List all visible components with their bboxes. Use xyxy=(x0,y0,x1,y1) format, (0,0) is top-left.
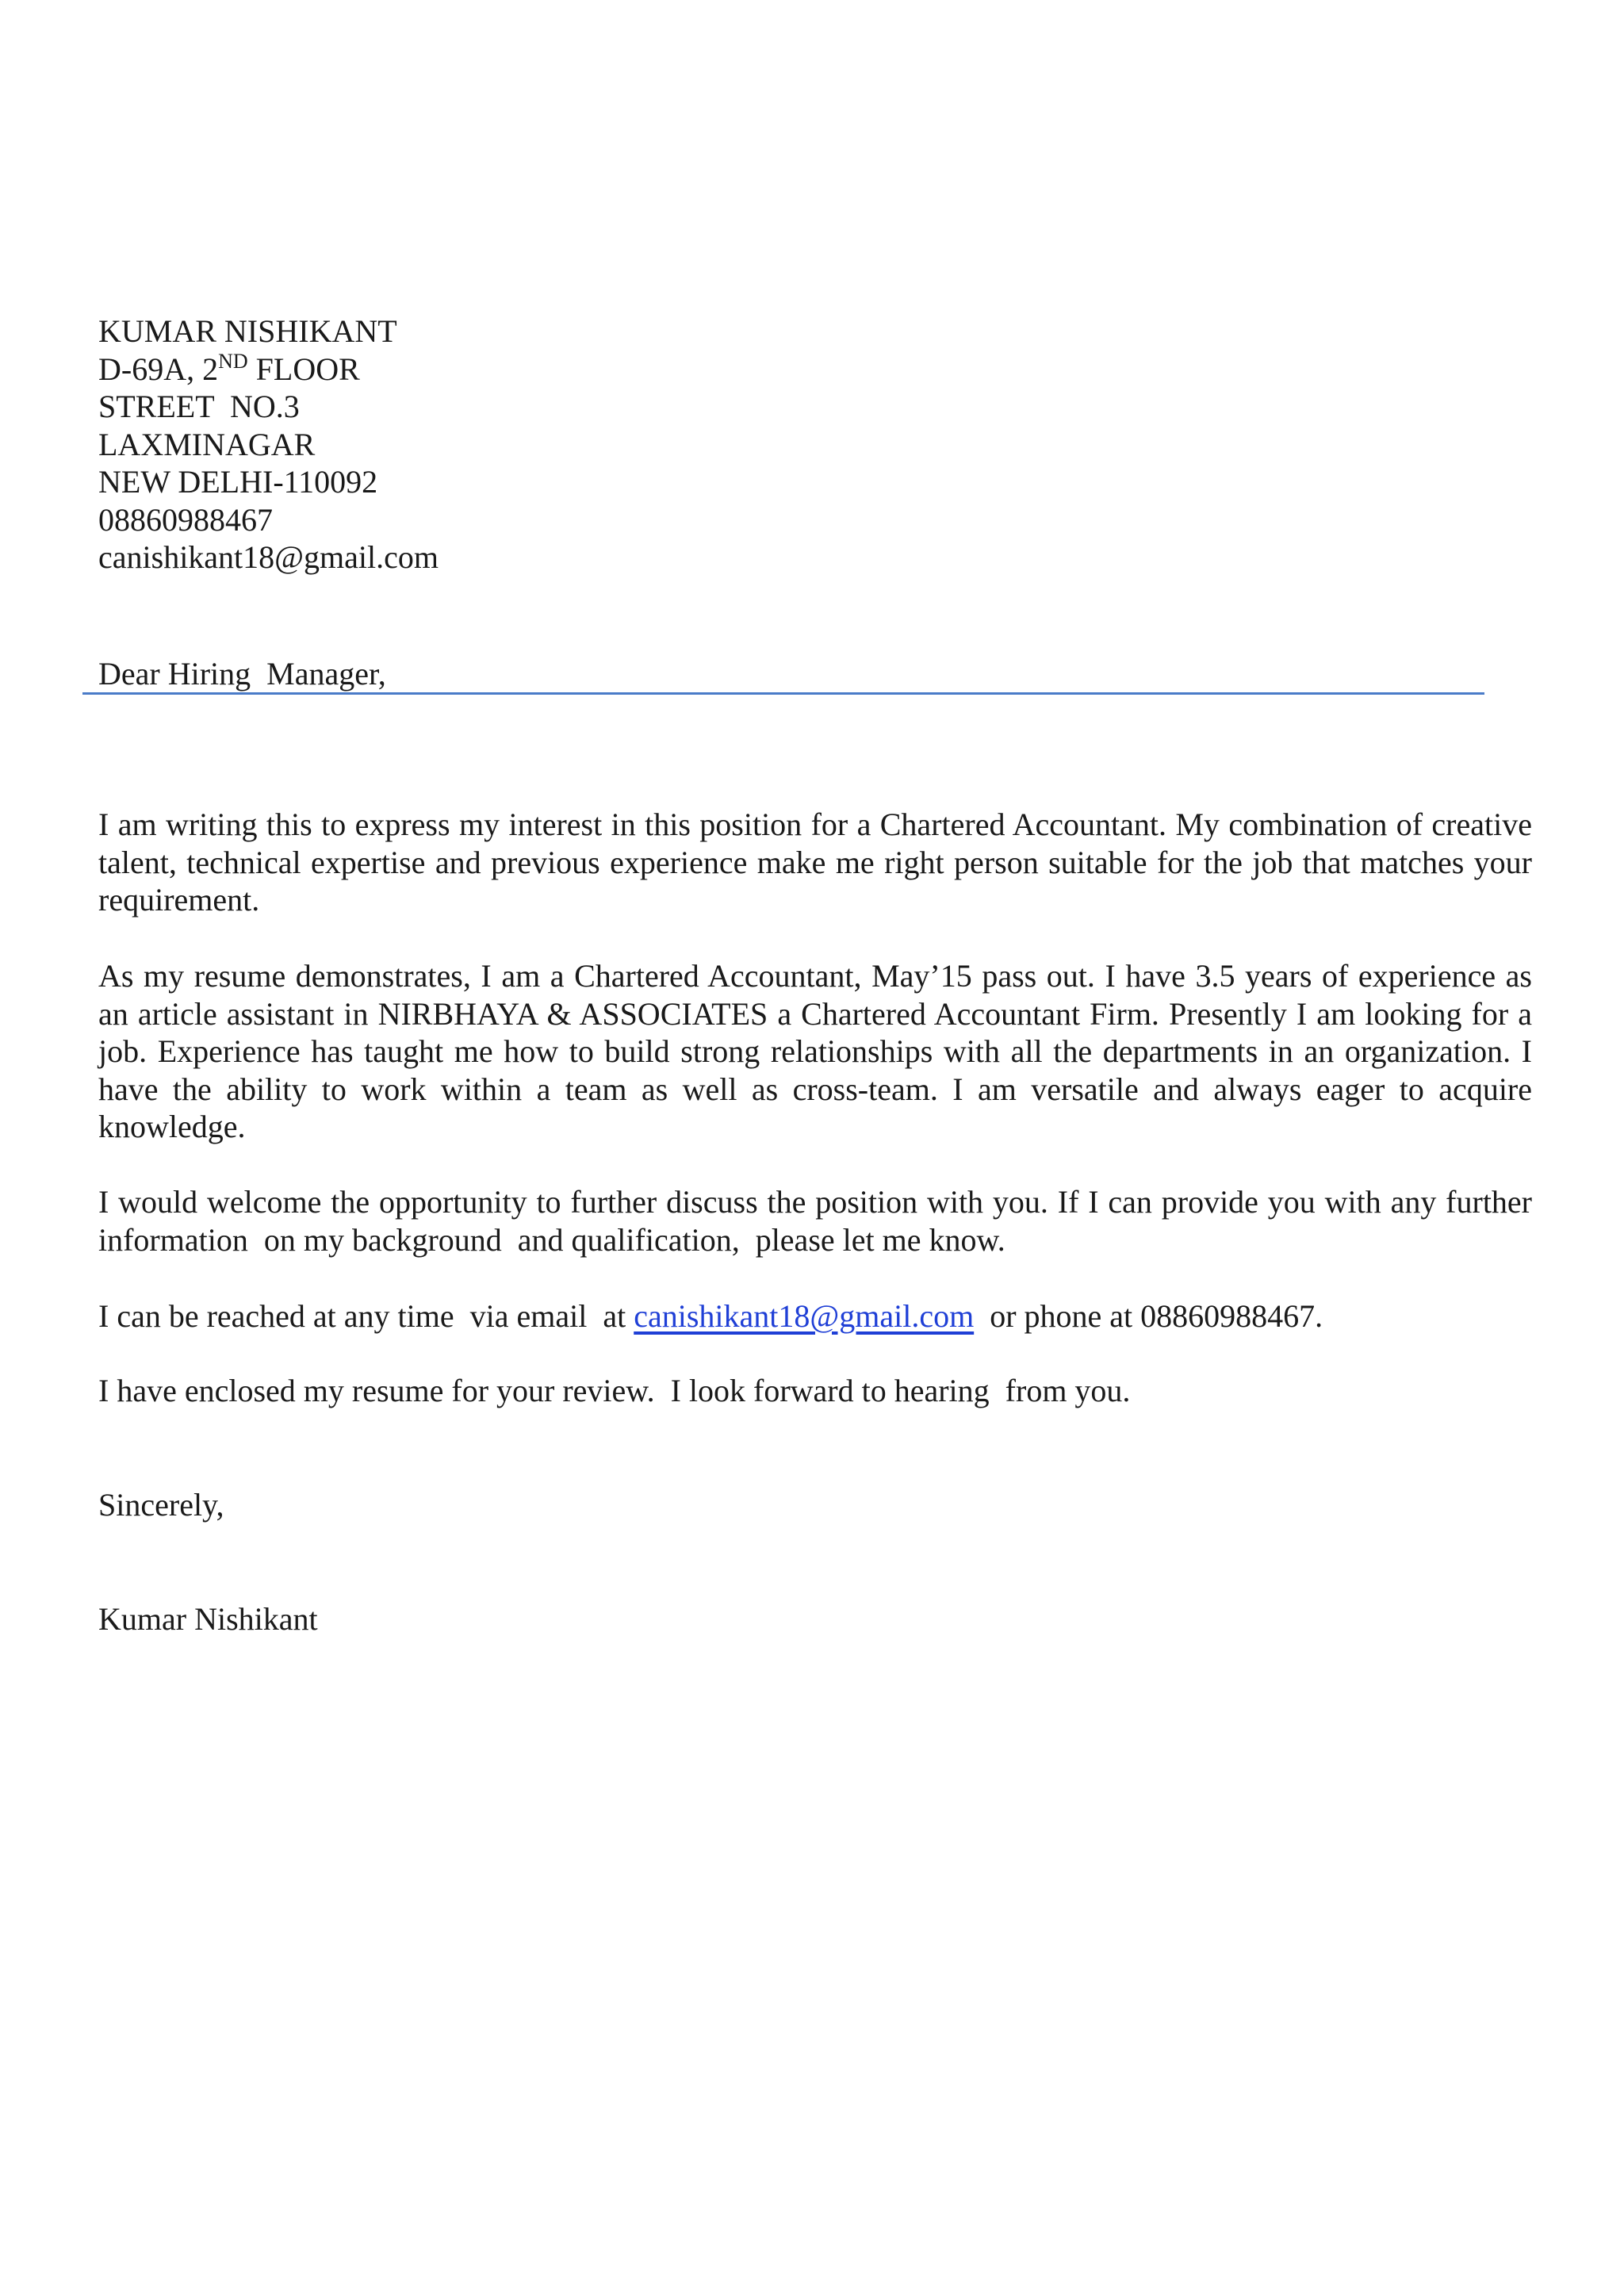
sender-address-line4: NEW DELHI-110092 xyxy=(98,464,378,500)
sender-name: KUMAR NISHIKANT xyxy=(98,313,397,349)
paragraph-experience: As my resume demonstrates, I am a Chartered Accountant, May’15 pass out. I have 3.5 years of experience as an article assistant in NIRBHAYA & ASSOCIATES a Chartered Accountant Firm. Presently I am looking for a job. Experience has taught me how to build strong relationships with all the departments in an organization. I have the ability to work within a team as well as cross-team. I am versatile and always eager to acquire knowledge. xyxy=(98,958,1532,1144)
email-link[interactable]: canishikant18@gmail.com xyxy=(634,1298,975,1334)
address-line1-suffix: FLOOR xyxy=(247,351,360,387)
paragraph-enclosure: I have enclosed my resume for your review. I look forward to hearing from you. xyxy=(98,1373,1131,1408)
sender-address-line3: LAXMINAGAR xyxy=(98,426,316,462)
sender-address-line1 xyxy=(98,351,439,389)
floor-ordinal-superscript: ND xyxy=(218,349,248,373)
contact-text-prefix: I can be reached at any time via email at xyxy=(98,1298,634,1334)
paragraph-discussion: I would welcome the opportunity to further discuss the position with you. If I can provide you with any further information on my background and qualification, please let me know. xyxy=(98,1184,1548,1258)
horizontal-rule xyxy=(82,692,1484,695)
sender-address-block xyxy=(98,312,439,577)
sender-phone: 08860988467 xyxy=(98,501,273,538)
address-line1-prefix: D-69A, 2 xyxy=(98,351,219,387)
salutation: Dear Hiring Manager, xyxy=(98,656,386,692)
sender-email: canishikant18@gmail.com xyxy=(98,539,439,575)
paragraph-contact xyxy=(98,1297,1532,1335)
signature-name: Kumar Nishikant xyxy=(98,1601,318,1637)
sender-address-line2: STREET NO.3 xyxy=(98,389,300,424)
contact-text-suffix: or phone at 08860988467. xyxy=(974,1298,1323,1334)
paragraph-intro: I am writing this to express my interest in this position for a Chartered Accountant. My combination of creative talent, technical expertise and previous experience make me right person suitable for the job that matches your requirement. xyxy=(98,807,1532,918)
closing: Sincerely, xyxy=(98,1487,224,1523)
